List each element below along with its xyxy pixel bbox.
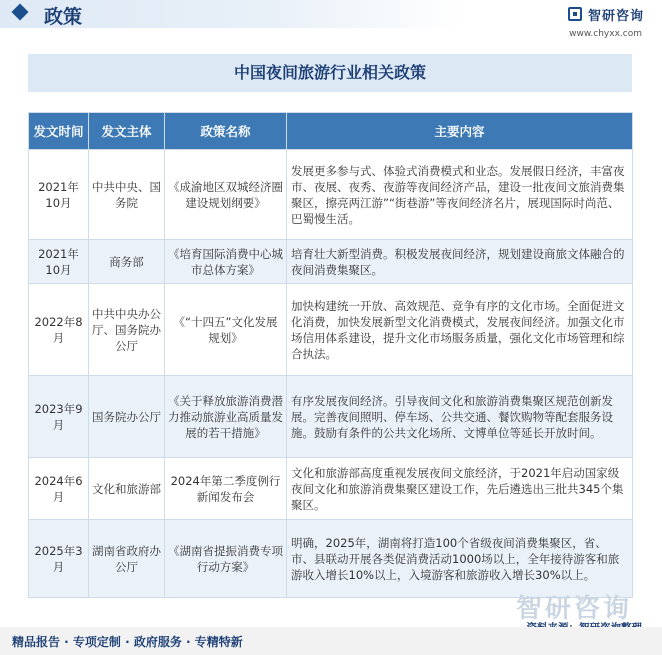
cell-policy: 《成渝地区双城经济圈建设规划纲要》 [165, 150, 287, 240]
table-header-row [29, 113, 633, 150]
cell-policy: 《关于释放旅游消费潜力推动旅游业高质量发展的若干措施》 [165, 376, 287, 458]
cell-policy: 《培育国际消费中心城市总体方案》 [165, 240, 287, 284]
header-issuer: 发文主体 [89, 113, 165, 150]
cell-issuer: 文化和旅游部 [89, 458, 165, 520]
table-row [29, 284, 633, 376]
cell-content: 培育壮大新型消费。积极发展夜间经济，规划建设商旅文体融合的夜间消费集聚区。 [287, 240, 633, 284]
cell-date: 2022年8月 [29, 284, 89, 376]
cell-policy: 《“十四五”文化发展规划》 [165, 284, 287, 376]
cell-content: 有序发展夜间经济。引导夜间文化和旅游消费集聚区规范创新发展。完善夜间照明、停车场、公共交通、餐饮购物等配套服务设施。鼓励有条件的公共文化场所、文博单位等延长开放时间。 [287, 376, 633, 458]
cell-issuer: 湖南省政府办公厅 [89, 520, 165, 598]
cell-date: 2021年10月 [29, 150, 89, 240]
table-title: 中国夜间旅游行业相关政策 [28, 54, 632, 92]
table-row [29, 240, 633, 284]
policy-table [28, 112, 633, 598]
header-content: 主要内容 [287, 113, 633, 150]
brand-name: 智研咨询 [587, 8, 644, 24]
cell-issuer: 国务院办公厅 [89, 376, 165, 458]
cell-content: 加快构建统一开放、高效规范、竞争有序的文化市场。全面促进文化消费，加快发展新型文化消费模式，发展夜间经济。加强文化市场信用体系建设，提升文化市场服务质量，强化文化市场管理和综合执法。 [287, 284, 633, 376]
brand-url: www.chyxx.com [569, 29, 642, 39]
brand-logo [568, 4, 644, 24]
footer-tags: 精品报告 · 专项定制 · 政府服务 · 专精特新 [12, 635, 243, 649]
cell-issuer: 中共中央办公厅、国务院办公厅 [89, 284, 165, 376]
cell-policy: 《湖南省提振消费专项行动方案》 [165, 520, 287, 598]
cell-date: 2024年6月 [29, 458, 89, 520]
section-title: 政策 [44, 6, 83, 28]
watermark: 智研咨询 [515, 594, 632, 624]
cell-date: 2021年10月 [29, 240, 89, 284]
cell-content: 明确，2025年，湖南将打造100个省级夜间消费集聚区，省、市、县联动开展各类促消费活动1000场以上，全年接待游客和旅游收入增长10%以上，入境游客和旅游收入增长30%以上。 [287, 520, 633, 598]
cell-content: 发展更多参与式、体验式消费模式和业态。发展假日经济，丰富夜市、夜展、夜秀、夜游等夜间经济产品，建设一批夜间文旅消费集聚区，擦亮两江游”“街巷游”等夜间经济名片，展现国际时尚范、巴蜀慢生活。 [287, 150, 633, 240]
cell-issuer: 商务部 [89, 240, 165, 284]
top-banner [0, 0, 662, 28]
header-policy: 政策名称 [165, 113, 287, 150]
cell-content: 文化和旅游部高度重视发展夜间文旅经济，于2021年启动国家级夜间文化和旅游消费集聚区建设工作，先后遴选出三批共345个集聚区。 [287, 458, 633, 520]
table-row [29, 150, 633, 240]
table-row [29, 520, 633, 598]
table-row [29, 376, 633, 458]
cell-issuer: 中共中央、国务院 [89, 150, 165, 240]
diamond-bullet-icon [12, 4, 29, 21]
brand-logo-icon [568, 7, 582, 21]
table-row [29, 458, 633, 520]
cell-date: 2025年3月 [29, 520, 89, 598]
header-date: 发文时间 [29, 113, 89, 150]
cell-date: 2023年9月 [29, 376, 89, 458]
cell-policy: 2024年第二季度例行新闻发布会 [165, 458, 287, 520]
